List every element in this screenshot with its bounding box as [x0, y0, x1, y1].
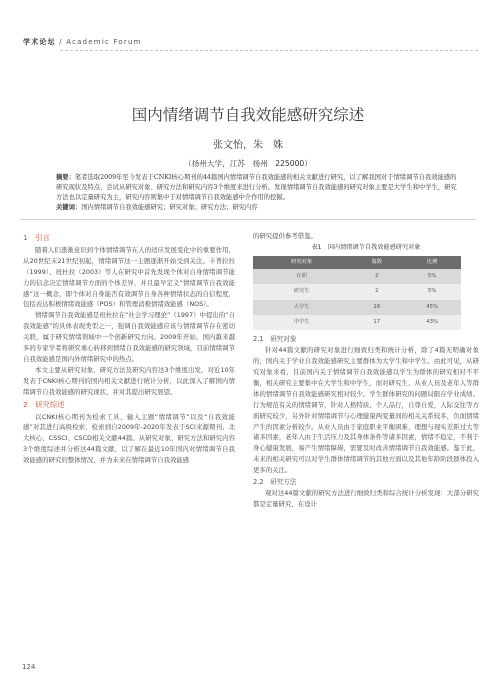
table-cell: 45%: [403, 300, 461, 315]
paragraph: 情绪调节自我效能感是班杜拉在“社会学习理论”（1997）中提出的“自我效能感”的具体表现类型之一，强调自我效能感应该与情绪调节存在密切关联，属于研究情绪领域中一个创新研究方向。2009年开始，国内越来越多的专家学者将研究重心转移到情绪自我效能感的研究领域，目前情绪调节自我效能感是国内外情绪研究中的热点。: [23, 311, 235, 363]
header-rule: [60, 50, 478, 51]
section-2-heading: 2 研究综述: [23, 399, 65, 409]
header-separator: /: [59, 38, 63, 46]
paragraph: 本文主要从研究对象、研究方法及研究内容这3个维度出发，对近10年发表于CNKI核心期刊的国内相关文献进行统计分析，以此深入了解国内情绪调节自我效能感的研究现状，并对其提出研究展望。: [23, 365, 235, 396]
keywords-line: [56, 203, 460, 213]
subsection-2-2-heading: 2.2 研究方法: [253, 478, 297, 487]
journal-header: [23, 37, 142, 47]
journal-name-en: Academic Forum: [66, 38, 142, 46]
subsection-2-1-heading: 2.1 研究对象: [253, 335, 297, 344]
table-header-cell: 篇数: [350, 256, 403, 269]
left-column: [23, 231, 235, 466]
paragraph: 以CNKI核心期刊为检索工具，输入主题“情绪调节”以及“自我效能感”对其进行高级检索，检索到自2009年-2020年发表于SCI来源期刊、北大核心、CSSCI、CSCD相关文献44篇。从研究对象、研究方法和研究内容3个维度综述并分析这44篇文献，以了解在最近10年国内对情绪调节自我效能感的研究的整体情况，并为未来在情绪调节自我效能感: [23, 412, 235, 465]
table-cell: 研究生: [253, 284, 350, 299]
table-header-row: [253, 256, 461, 269]
table-cell: 2: [350, 284, 403, 299]
article-authors: 张文怡，朱 姝: [213, 140, 283, 151]
table-cell: 43%: [403, 315, 461, 330]
table-cell: 中学生: [253, 315, 350, 330]
abstract-block: [56, 173, 460, 213]
abstract-divider: [20, 219, 476, 220]
right-column: [253, 231, 479, 510]
paragraph: 针对44篇文献的研究对象进行细致归类和统计分析，除了4篇无明确对象的，国内关于学业自我效能感研究主要群体为大学生和中学生。由此可见，从研究对象来看，目前国内关于情绪调节自我效能感以学生为群体的研究相对不平衡，相关研究主要集中在大学生和中学生，而对研究生、从业人员及老年人等群体的情绪调节自我效能感研究相对较少。学生群体研究的问题局限在学业成绩、行为规范有关的情绪调节，针对人格特质、个人品行，自尊自爱，人际交往等方面研究较少，另外针对情绪调节与心理健康两变量间的相关关系较多，负面情绪产生的因素分析较少。从业人员由于家庭职业平衡困难、理想与现实差距过大等诸多因素，老年人由于生活压力及其身体条件等诸多因素，情绪不稳定，不利于身心健康发展，易产生情绪障碍，需要及时改善情绪调节自我效能感。鉴于此，未来的相关研究可以对学生群体情绪调节的其他方面以及其他年龄阶段群体投入更多的关注。: [253, 346, 479, 475]
table-cell: 5%: [403, 269, 461, 284]
table-row: [253, 269, 461, 284]
article-title: 国内情绪调节自我效能感研究综述: [131, 106, 365, 124]
paragraph-continuation: 的研究提供参考借鉴。: [253, 232, 317, 240]
table-header-cell: 比例: [403, 256, 461, 269]
table-cell: 18: [350, 300, 403, 315]
keywords-text: 国内情绪调节自我效能感研究；研究对象；研究方法；研究内容: [81, 204, 258, 211]
table-cell: 17: [350, 315, 403, 330]
author-affiliation: （扬州大学，江苏 扬州 225000）: [184, 159, 312, 168]
table-header-cell: 研究对象: [253, 256, 350, 269]
abstract-text: 笔者选取2009年至今发表于CNKI核心期刊的44篇国内情绪调节自我效能感的相关文献进行研究，以了解我国对于情绪调节自我效能感的研究现状及特点，尝试从研究对象、研究方法和研究内容3个维度来进行分析。发现情绪调节自我效能感的研究对象主要是大学生和中学生，研究方法也以定量研究为主，研究内容则集中于对情绪调节自我效能感中介作用的挖掘。: [56, 174, 457, 201]
paragraph: 随着人们逐渐意识到个体情绪调节在人的适应发展变化中的重要作用，从20世纪末21世纪初起，情绪调节这一主题逐渐开始受到关注。卡普拉拉（1999）、班杜拉（2003）等人在研究中首先发现个体对自身情绪调节能力的信念决定情绪调节方面的个体差异，并且最早定义“情绪调节自我效能感”这一概念，即个体对自身能否有效调节自身各种情绪状态的自信程度，包括表达积极情绪效能感（POS）和管理消极情绪效能感（NOS）。: [23, 245, 235, 309]
table-cell: 2: [350, 269, 403, 284]
table-row: [253, 300, 461, 315]
journal-name-cn: 学术论坛: [23, 38, 56, 46]
table-cell: 5%: [403, 284, 461, 299]
paragraph: 观对这44篇文献的研究方法进行细致归类和综合统计分析发现：大部分研究都是定量研究，在设计: [253, 488, 479, 508]
table-caption: 表1 国内情绪调节自我效能感研究对象: [311, 243, 421, 251]
table-cell: 大学生: [253, 300, 350, 315]
table-row: [253, 315, 461, 330]
research-subjects-table: [253, 256, 461, 330]
page-number: 124: [22, 663, 36, 671]
table-cell: 在职: [253, 269, 350, 284]
keywords-label: 关键词：: [56, 204, 82, 211]
abstract-paragraph: [56, 173, 460, 203]
table-row: [253, 284, 461, 299]
section-1-heading: 1 引言: [23, 233, 50, 242]
abstract-label: 摘要：: [56, 174, 75, 181]
